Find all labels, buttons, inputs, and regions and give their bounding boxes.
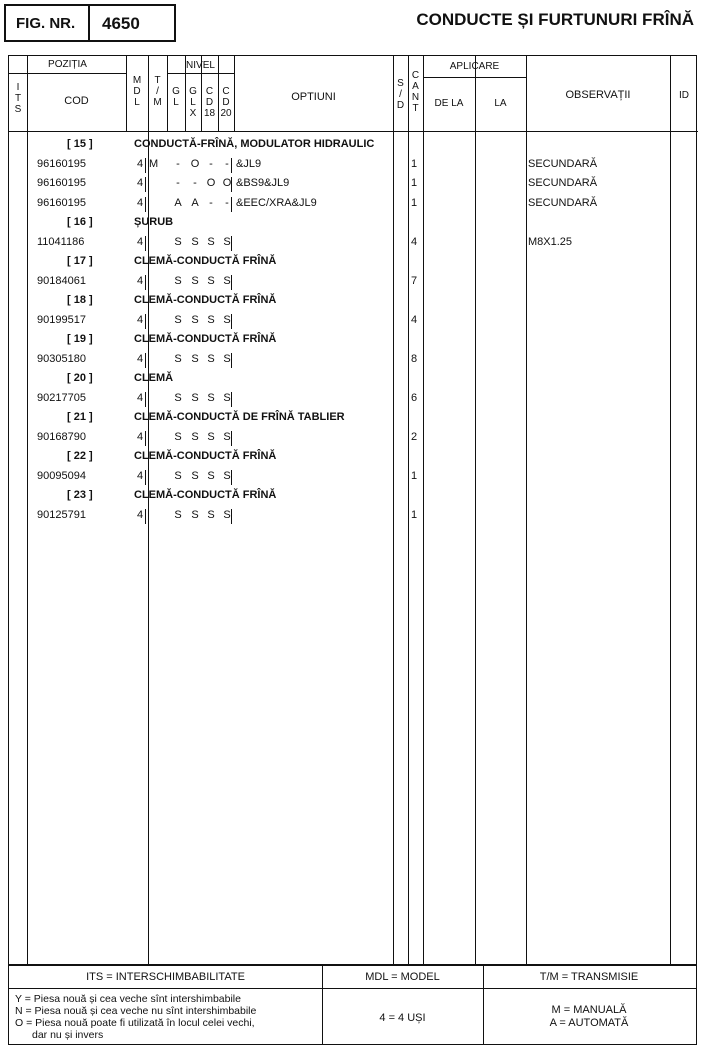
legend-mdl-title: MDL = MODEL (365, 971, 440, 983)
position-header-row (9, 369, 698, 389)
part-code: 96160195 (37, 177, 86, 189)
quantity-value: 1 (411, 469, 418, 482)
mdl-value: 4 (137, 274, 144, 287)
level-value: S (191, 313, 199, 326)
observation-value: SECUNDARĂ (528, 157, 598, 170)
legend-tm-title: T/M = TRANSMISIE (539, 971, 639, 983)
level-value: S (191, 352, 199, 365)
position-title: CLEMĂ-CONDUCTĂ FRÎNĂ (134, 294, 277, 306)
level-value: S (207, 391, 215, 404)
level-value: S (223, 430, 231, 443)
part-code: 90095094 (37, 469, 86, 482)
header-cant: C A N T (411, 70, 420, 114)
level-value: S (223, 235, 231, 248)
header-its: I T S (14, 82, 22, 115)
header-pozitia: POZIȚIA (48, 59, 87, 70)
figure-number: 4650 (102, 14, 140, 33)
position-number: [ 20 ] (67, 372, 93, 384)
legend-mdl-value: 4 = 4 UȘI (379, 1012, 426, 1024)
quantity-value: 1 (411, 157, 418, 170)
position-header-row (9, 447, 698, 467)
part-code: 90168790 (37, 430, 86, 443)
level-value: S (191, 430, 199, 443)
level-value: S (207, 313, 215, 326)
level-value: S (223, 391, 231, 404)
mdl-value: 4 (137, 313, 144, 326)
cell-tick (145, 177, 146, 192)
position-header-row (9, 486, 698, 506)
table-row (9, 506, 698, 526)
figure-number-box (4, 4, 176, 42)
level-value: S (191, 235, 199, 248)
mdl-value: 4 (137, 235, 144, 248)
mdl-value: 4 (137, 157, 144, 170)
cell-tick (145, 275, 146, 290)
part-code: 90305180 (37, 352, 86, 365)
position-header-row (9, 330, 698, 350)
level-value: S (207, 508, 215, 521)
header-line (423, 77, 526, 78)
quantity-value: 8 (411, 352, 418, 365)
position-title: CLEMĂ-CONDUCTĂ FRÎNĂ (134, 333, 277, 345)
position-number: [ 22 ] (67, 450, 93, 462)
mdl-value: 4 (137, 430, 144, 443)
header-gl: G L (172, 86, 180, 108)
header-line (9, 131, 698, 132)
level-value: S (174, 313, 182, 326)
table-row (9, 311, 698, 331)
legend-tm-lines (483, 1004, 695, 1030)
level-value: S (174, 274, 182, 287)
legend-its-title: ITS = INTERSCHIMBABILITATE (86, 971, 245, 983)
mdl-value: 4 (137, 469, 144, 482)
mdl-value: 4 (137, 391, 144, 404)
mdl-value: 4 (137, 196, 144, 209)
position-header-row (9, 408, 698, 428)
header-aplicare: APLICARE (449, 61, 500, 72)
position-header-row (9, 252, 698, 272)
level-value: S (207, 430, 215, 443)
legend-footer (8, 965, 697, 1045)
mdl-value: 4 (137, 177, 144, 189)
legend-line: N = Piesa nouă și cea veche nu sînt intershimbabile (15, 1005, 257, 1017)
cell-tick (145, 509, 146, 524)
header-glx: G L X (189, 86, 197, 119)
level-value: O (206, 177, 216, 189)
position-title: CLEMĂ-CONDUCTĂ FRÎNĂ (134, 450, 277, 462)
observation-value: M8X1.25 (528, 235, 573, 248)
level-value: S (223, 274, 231, 287)
cell-tick (145, 236, 146, 251)
table-row (9, 272, 698, 292)
legend-line: Y = Piesa nouă și cea veche sînt intershimbabile (15, 993, 241, 1005)
header-line (167, 73, 234, 74)
position-header-row (9, 135, 698, 155)
table-row (9, 350, 698, 370)
tm-value: M (149, 157, 159, 170)
part-code: 90199517 (37, 313, 86, 326)
position-title: CLEMĂ-CONDUCTĂ FRÎNĂ (134, 255, 277, 267)
position-title: CONDUCTĂ-FRÎNĂ, MODULATOR HIDRAULIC (134, 138, 375, 150)
position-title: CLEMĂ (134, 372, 174, 384)
legend-line: M = MANUALĂ (551, 1004, 627, 1016)
position-number: [ 15 ] (67, 138, 93, 150)
position-number: [ 16 ] (67, 216, 93, 228)
table-row (9, 194, 698, 214)
table-row (9, 428, 698, 448)
level-value: S (174, 391, 182, 404)
quantity-value: 4 (411, 235, 418, 248)
level-value: S (223, 352, 231, 365)
parts-table (8, 55, 697, 965)
footer-line (9, 988, 696, 989)
position-title: CLEMĂ-CONDUCTĂ FRÎNĂ (134, 489, 277, 501)
level-value: A (191, 196, 199, 209)
header-cd18: C D 18 (203, 86, 216, 119)
observation-value: SECUNDARĂ (528, 177, 598, 189)
header-id: ID (679, 90, 689, 101)
legend-line: dar nu și invers (32, 1029, 104, 1041)
level-value: O (190, 157, 200, 170)
table-row (9, 155, 698, 175)
legend-line: A = AUTOMATĂ (549, 1017, 629, 1029)
position-number: [ 23 ] (67, 489, 93, 501)
position-title: CLEMĂ-CONDUCTĂ DE FRÎNĂ TABLIER (134, 411, 345, 423)
part-code: 90184061 (37, 274, 86, 287)
observation-value: SECUNDARĂ (528, 196, 598, 209)
level-value: - (193, 177, 197, 189)
level-value: S (174, 508, 182, 521)
level-value: A (174, 196, 182, 209)
mdl-value: 4 (137, 352, 144, 365)
cell-tick (145, 470, 146, 485)
level-value: S (207, 274, 215, 287)
header-la: LA (494, 98, 507, 109)
header-optiuni: OPTIUNI (291, 91, 336, 103)
level-value: S (207, 469, 215, 482)
part-code: 96160195 (37, 157, 86, 170)
table-row (9, 233, 698, 253)
part-code: 90125791 (37, 508, 86, 521)
cell-tick (145, 197, 146, 212)
cell-tick (145, 353, 146, 368)
header-de-la: DE LA (434, 98, 464, 109)
level-value: S (191, 469, 199, 482)
position-number: [ 18 ] (67, 294, 93, 306)
position-number: [ 19 ] (67, 333, 93, 345)
option-value: &JL9 (236, 157, 262, 170)
level-value: S (174, 235, 182, 248)
cell-tick (145, 314, 146, 329)
level-value: - (209, 157, 213, 170)
header-sd: S / D (396, 78, 405, 111)
legend-its-lines (15, 993, 256, 1041)
quantity-value: 6 (411, 391, 418, 404)
quantity-value: 1 (411, 177, 418, 189)
table-row (9, 389, 698, 409)
header-tm: T / M (153, 75, 162, 108)
table-row (9, 174, 698, 194)
level-value: S (191, 508, 199, 521)
cell-tick (145, 431, 146, 446)
position-number: [ 21 ] (67, 411, 93, 423)
level-value: S (223, 313, 231, 326)
header-cd20: C D 20 (220, 86, 232, 119)
part-code: 11041186 (37, 235, 85, 248)
level-value: S (174, 469, 182, 482)
header-mdl: M D L (132, 75, 142, 108)
part-code: 90217705 (37, 391, 86, 404)
position-number: [ 17 ] (67, 255, 93, 267)
level-value: - (225, 196, 229, 209)
mdl-value: 4 (137, 508, 144, 521)
legend-line: O = Piesa nouă poate fi utilizată în locul celei vechi, (15, 1017, 255, 1029)
level-value: - (176, 157, 180, 170)
page-title: CONDUCTE ȘI FURTUNURI FRÎNĂ (416, 10, 694, 29)
cell-tick (145, 158, 146, 173)
header-nivel: NIVEL (186, 60, 215, 71)
part-code: 96160195 (37, 196, 86, 209)
level-value: S (207, 235, 215, 248)
level-value: S (174, 430, 182, 443)
figure-box-divider (88, 6, 90, 40)
level-value: - (225, 157, 229, 170)
level-value: S (191, 391, 199, 404)
level-value: O (222, 177, 232, 189)
figure-label: FIG. NR. (16, 15, 76, 32)
level-value: S (223, 469, 231, 482)
header-line (9, 73, 126, 74)
option-value: &BS9&JL9 (236, 177, 290, 189)
position-header-row (9, 291, 698, 311)
quantity-value: 2 (411, 430, 418, 443)
level-value: - (176, 177, 180, 189)
quantity-value: 4 (411, 313, 418, 326)
cell-tick (145, 392, 146, 407)
level-value: - (209, 196, 213, 209)
header-observatii: OBSERVAȚII (565, 89, 631, 101)
option-value: &EEC/XRA&JL9 (236, 196, 317, 209)
quantity-value: 7 (411, 274, 418, 287)
header-cod: COD (64, 95, 89, 107)
level-value: S (207, 352, 215, 365)
position-header-row (9, 213, 698, 233)
table-row (9, 467, 698, 487)
quantity-value: 1 (411, 508, 418, 521)
level-value: S (223, 508, 231, 521)
level-value: S (174, 352, 182, 365)
quantity-value: 1 (411, 196, 418, 209)
position-title: ȘURUB (134, 216, 174, 228)
level-value: S (191, 274, 199, 287)
